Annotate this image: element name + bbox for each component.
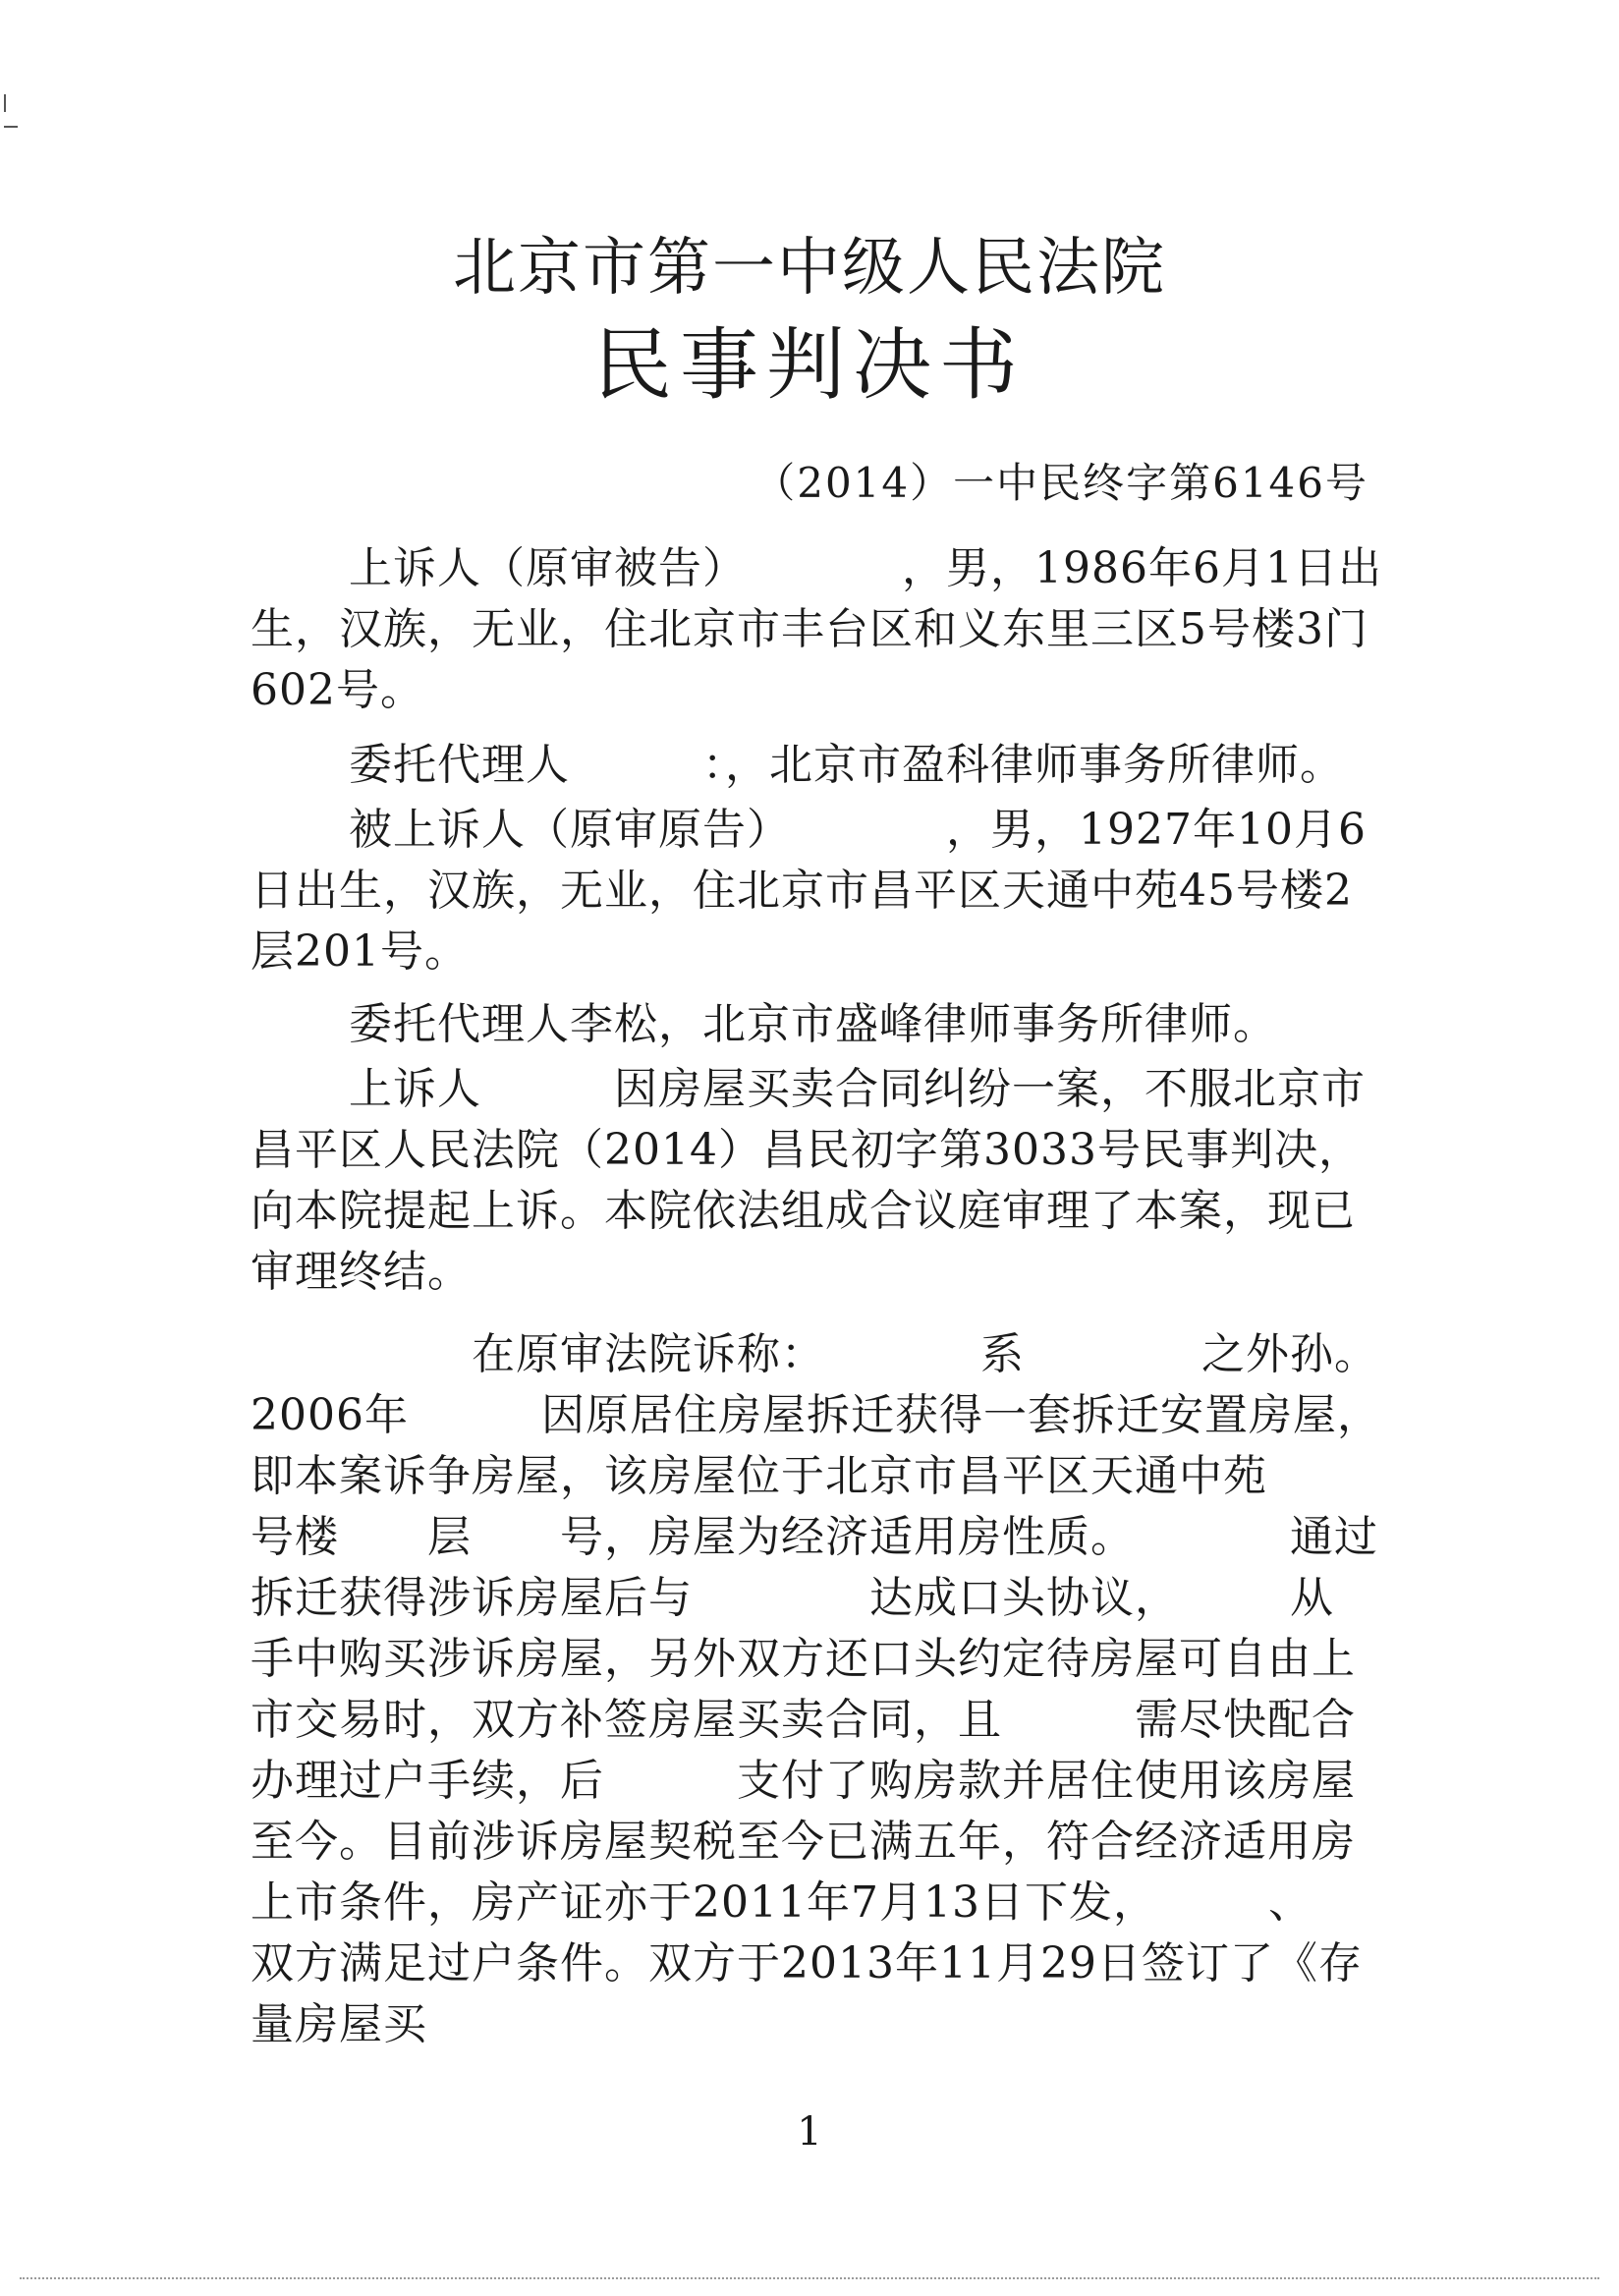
scan-margin-mark (4, 126, 18, 128)
case-number: （2014）一中民终字第6146号 (754, 459, 1368, 507)
scan-margin-mark (4, 94, 6, 112)
court-name: 北京市第一中级人民法院 (453, 232, 1166, 305)
scan-footer-line (20, 2277, 1599, 2279)
claim-paragraph: 在原审法院诉称： 系 之外孙。2006年 因原居住房屋拆迁获得一套拆迁安置房屋，即本案诉争房屋，该房屋位于北京市昌平区天通中苑 号楼 层 号，房屋为经济适用房性质。 通过拆迁获得涉诉房屋后与 达成口头协议， 从 手中购买涉诉房屋，另外双方还口头约定待房屋可自由上市交易时，双方补签房屋买卖合同，且 需尽快配合 办理过户手续，后 支付了购房款并居住使用该房屋至今。目前涉诉房屋契税至今已满五年，符合经济适用房上市条件，房产证亦于2011年7月13日下发， 、 双方满足过户条件。双方于2013年11月29日签订了《存量房屋买 (251, 1329, 1511, 2049)
appellant-agent-paragraph: 委托代理人 ：，北京市盈科律师事务所律师。 (349, 740, 1344, 790)
document-type-title: 民事判决书 (593, 319, 1026, 411)
page-number: 1 (797, 2109, 822, 2155)
appellant-paragraph: 上诉人（原审被告） ，男，1986年6月1日出生，汉族，无业，住北京市丰台区和义东里三区5号楼3门602号。 (251, 543, 1382, 715)
respondent-paragraph: 被上诉人（原审原告） ，男，1927年10月6日出生，汉族，无业，住北京市昌平区天通中苑45号楼2层201号。 (251, 805, 1367, 977)
respondent-agent-paragraph: 委托代理人李松，北京市盛峰律师事务所律师。 (349, 999, 1277, 1049)
appeal-paragraph: 上诉人 因房屋买卖合同纠纷一案，不服北京市昌平区人民法院（2014）昌民初字第3033号民事判决，向本院提起上诉。本院依法组成合议庭审理了本案，现已审理终结。 (251, 1064, 1366, 1297)
